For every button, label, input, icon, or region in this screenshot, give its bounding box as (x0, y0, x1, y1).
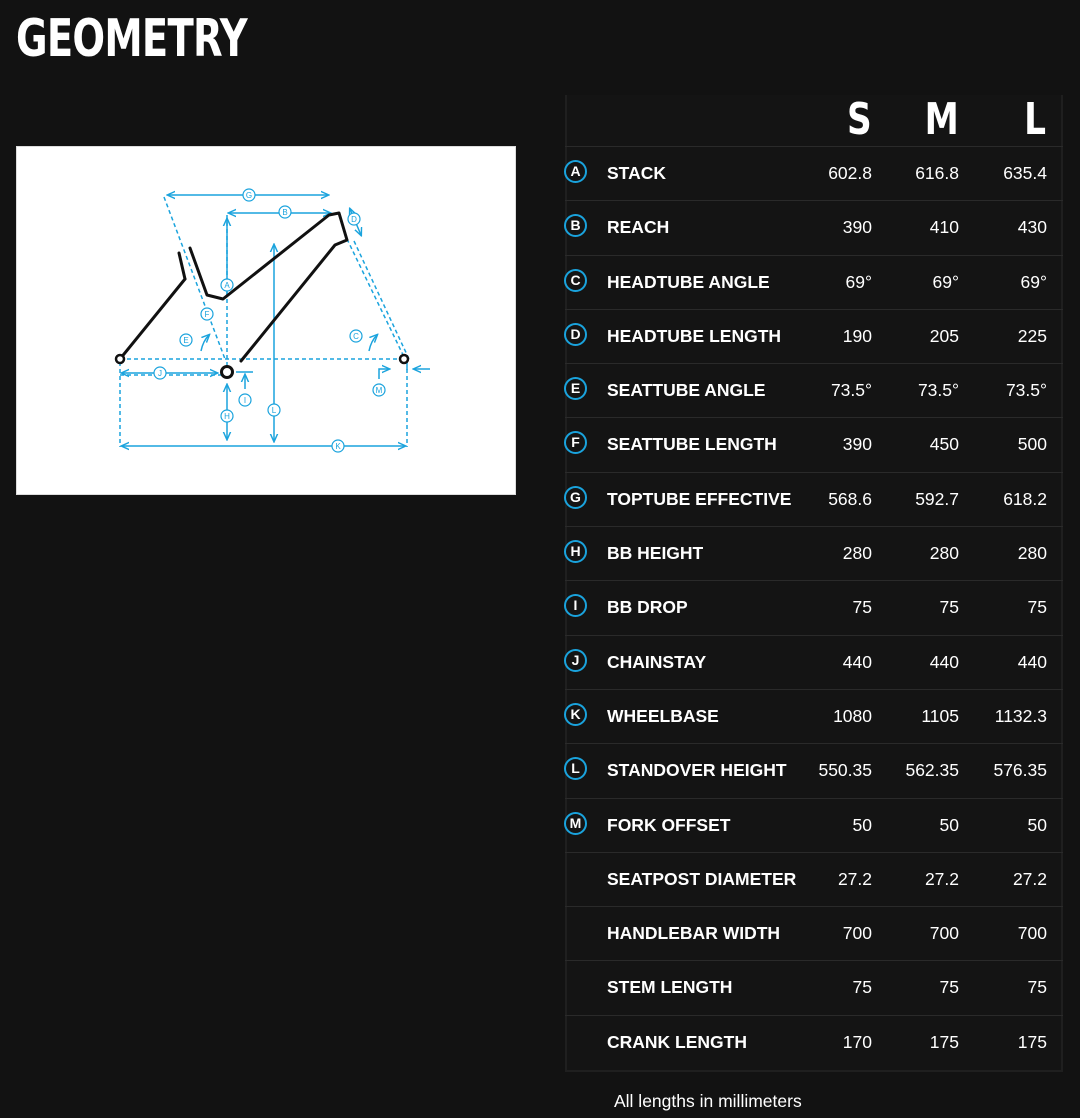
svg-text:D: D (351, 215, 357, 224)
value-m: 280 (929, 543, 959, 564)
table-row (565, 580, 1063, 634)
value-l: 75 (1027, 597, 1047, 618)
row-badge: L (564, 757, 587, 780)
row-name: BB DROP (607, 597, 688, 618)
table-row (565, 200, 1063, 254)
table-row (565, 852, 1063, 906)
value-l: 430 (1017, 217, 1047, 238)
value-s: 73.5° (830, 380, 872, 401)
value-s: 440 (842, 651, 872, 672)
diagram-label-e (180, 334, 192, 346)
value-l: 635.4 (1003, 163, 1047, 183)
svg-text:F: F (204, 310, 210, 319)
svg-text:M: M (375, 386, 383, 395)
geometry-table (565, 95, 1063, 1072)
svg-text:K: K (335, 442, 341, 451)
value-m: 75 (939, 597, 959, 618)
value-m: 440 (929, 651, 959, 672)
value-l: 75 (1027, 977, 1047, 998)
value-l: 27.2 (1012, 868, 1047, 889)
value-s: 568.6 (828, 488, 872, 509)
row-badge: G (564, 486, 587, 509)
page-title: GEOMETRY (16, 9, 247, 69)
value-s: 390 (842, 217, 872, 238)
size-header-row (567, 95, 1061, 146)
row-name: STANDOVER HEIGHT (607, 760, 787, 781)
table-row (565, 255, 1063, 309)
value-l: 50 (1027, 814, 1047, 835)
row-name: SEATPOST DIAMETER (607, 868, 797, 889)
row-badge: F (564, 431, 587, 454)
value-l: 618.2 (1003, 488, 1047, 509)
row-badge: J (564, 649, 587, 672)
row-name: WHEELBASE (607, 705, 719, 726)
value-s: 602.8 (828, 163, 872, 183)
value-s: 550.35 (818, 760, 872, 781)
value-m: 75 (939, 977, 959, 998)
size-header-l: L (1024, 94, 1046, 145)
value-s: 170 (842, 1031, 872, 1052)
svg-text:B: B (282, 208, 288, 217)
table-row (565, 960, 1063, 1014)
value-l: 73.5° (1005, 380, 1047, 401)
value-m: 73.5° (917, 380, 959, 401)
table-row (565, 417, 1063, 471)
value-s: 50 (852, 814, 872, 835)
value-m: 562.35 (905, 760, 959, 781)
diagram-label-k (332, 440, 344, 452)
row-badge: A (564, 160, 587, 183)
diagram-label-d (348, 213, 360, 225)
row-badge: E (564, 377, 587, 400)
row-badge: I (564, 594, 587, 617)
value-m: 50 (939, 814, 959, 835)
table-row (565, 363, 1063, 417)
dimension-guides (120, 197, 409, 447)
svg-text:J: J (158, 369, 162, 378)
value-l: 576.35 (993, 760, 1047, 781)
row-badge: H (564, 540, 587, 563)
row-name: HEADTUBE ANGLE (607, 271, 770, 292)
svg-text:L: L (271, 406, 277, 415)
table-row (565, 472, 1063, 526)
svg-text:A: A (224, 281, 230, 290)
value-m: 700 (929, 923, 959, 944)
table-row (565, 146, 1063, 200)
value-s: 75 (852, 977, 872, 998)
row-badge: K (564, 703, 587, 726)
row-name: HEADTUBE LENGTH (607, 325, 782, 346)
value-m: 1105 (921, 705, 959, 726)
row-name: REACH (607, 217, 670, 238)
table-row (565, 635, 1063, 689)
value-s: 700 (842, 923, 872, 944)
table-row (565, 309, 1063, 363)
value-l: 700 (1017, 923, 1047, 944)
value-l: 175 (1017, 1031, 1047, 1052)
value-m: 69° (932, 271, 959, 292)
value-s: 390 (842, 434, 872, 455)
size-header-m: M (924, 94, 959, 145)
bike-frame-diagram (17, 147, 515, 494)
size-header-s: S (847, 94, 872, 145)
row-badge: M (564, 812, 587, 835)
table-row (565, 798, 1063, 852)
value-m: 175 (929, 1031, 959, 1052)
table-row (565, 526, 1063, 580)
value-l: 280 (1017, 543, 1047, 564)
value-l: 1132.3 (994, 705, 1047, 726)
table-row (565, 689, 1063, 743)
value-s: 75 (852, 597, 872, 618)
geometry-rows (565, 146, 1063, 1069)
diagram-label-g (243, 189, 255, 201)
value-m: 410 (929, 217, 959, 238)
bike-frame (120, 213, 347, 378)
row-badge: D (564, 323, 587, 346)
row-badge: C (564, 269, 587, 292)
diagram-label-m (373, 384, 385, 396)
value-s: 1080 (833, 705, 872, 726)
value-l: 440 (1017, 651, 1047, 672)
row-name: SEATTUBE ANGLE (607, 380, 766, 401)
row-badge: B (564, 214, 587, 237)
table-row (565, 906, 1063, 960)
diagram-label-i (239, 394, 251, 406)
value-l: 500 (1017, 434, 1047, 455)
table-row (565, 1015, 1063, 1069)
geometry-diagram (16, 146, 516, 495)
value-s: 27.2 (837, 868, 872, 889)
value-m: 616.8 (915, 163, 959, 183)
value-m: 450 (929, 434, 959, 455)
value-l: 225 (1017, 325, 1047, 346)
svg-text:I: I (243, 396, 247, 405)
diagram-label-f (201, 308, 213, 320)
diagram-label-a (221, 279, 233, 291)
svg-text:C: C (353, 332, 359, 341)
diagram-label-l (268, 404, 280, 416)
row-name: HANDLEBAR WIDTH (607, 923, 781, 944)
diagram-label-j (154, 367, 166, 379)
svg-text:H: H (224, 412, 230, 421)
value-l: 69° (1020, 271, 1047, 292)
svg-text:G: G (245, 191, 253, 200)
table-row (565, 743, 1063, 797)
value-s: 280 (842, 543, 872, 564)
diagram-label-b (279, 206, 291, 218)
value-m: 592.7 (915, 488, 959, 509)
units-footnote: All lengths in millimeters (614, 1091, 802, 1111)
row-name: BB HEIGHT (607, 543, 704, 564)
row-name: CHAINSTAY (607, 651, 707, 672)
value-m: 205 (929, 325, 959, 346)
diagram-label-c (350, 330, 362, 342)
row-name: FORK OFFSET (607, 814, 731, 835)
value-m: 27.2 (924, 868, 959, 889)
svg-text:E: E (183, 336, 189, 345)
value-s: 190 (842, 325, 872, 346)
value-s: 69° (845, 271, 872, 292)
diagram-labels (154, 189, 385, 452)
row-name: SEATTUBE LENGTH (607, 434, 777, 455)
row-name: STACK (607, 163, 666, 183)
row-name: TOPTUBE EFFECTIVE (607, 488, 792, 509)
row-name: STEM LENGTH (607, 977, 733, 998)
row-name: CRANK LENGTH (607, 1031, 747, 1052)
diagram-label-h (221, 410, 233, 422)
